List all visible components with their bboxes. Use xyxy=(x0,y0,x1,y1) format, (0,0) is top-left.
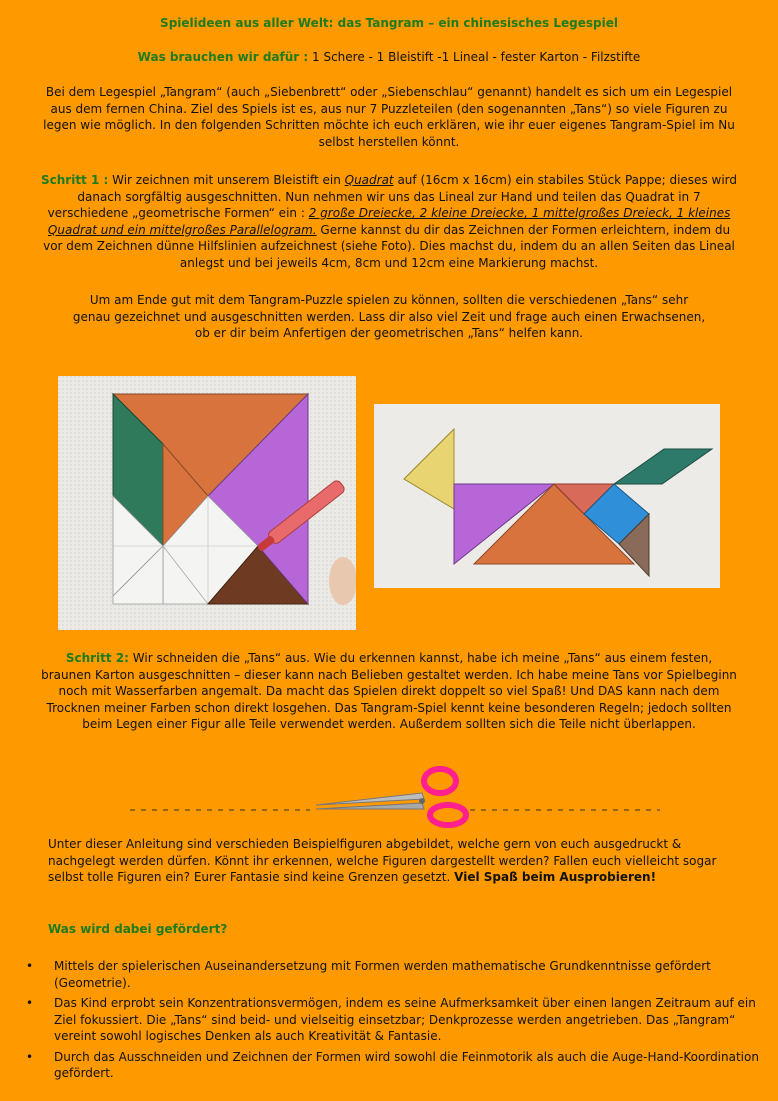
bullet-icon: • xyxy=(26,959,34,973)
tangram-square-illustration xyxy=(58,376,356,630)
step1-paragraph xyxy=(40,172,738,271)
quadrat-link-text: Quadrat xyxy=(344,173,394,187)
list-item xyxy=(20,995,760,1045)
bullet-icon: • xyxy=(26,996,34,1010)
materials-line xyxy=(0,50,778,64)
list-item xyxy=(20,958,760,991)
tangram-figure-illustration xyxy=(374,404,720,588)
outro-paragraph xyxy=(48,836,738,886)
materials-label: Was brauchen wir dafür : xyxy=(137,50,309,64)
tangram-figure-photo xyxy=(374,404,720,588)
step1-label: Schritt 1 : xyxy=(40,173,109,187)
step2-paragraph xyxy=(40,650,738,733)
list-item-text: Mittels der spielerischen Auseinandersetzung mit Formen werden mathematische Grundkenntnisse gefördert (Geometrie). xyxy=(54,959,711,990)
step2-label: Schritt 2: xyxy=(65,651,129,665)
list-item-text: Das Kind erprobt sein Konzentrationsvermögen, indem es seine Aufmerksamkeit über einen langen Zeitraum auf ein Ziel fokussiert. Die „Tans“ sind beid- und vielseitig einsetzbar; Denkprozesse werden angetrieben. Das „Tangram“ vereint sowohl logisches Denken als auch Kreativität & Fantasie. xyxy=(54,996,756,1043)
step2-text: Wir schneiden die „Tans“ aus. Wie du erkennen kannst, habe ich meine „Tans“ aus einem festen, braunen Karton ausgeschnitten – dieser kann nach Belieben gestaltet werden. Ich habe meine Tans vor Spielbeginn noch mit Wasserfarben angemalt. Da macht das Spielen direkt doppelt so viel Spaß! Und DAS kann nach dem Trocknen meiner Farben schon direkt losgehen. Das Tangram-Spiel kennt keine besonderen Regeln; jedoch sollten beim Legen einer Figur alle Teile verwendet werden. Außerdem sollten sich die Teile nicht überlappen. xyxy=(41,651,737,731)
materials-text: 1 Schere - 1 Bleistift -1 Lineal - fester Karton - Filzstifte xyxy=(308,50,641,64)
bullet-icon: • xyxy=(26,1049,34,1064)
shapes-list: 2 große Dreiecke, 2 kleine Dreiecke, 1 mittelgroßes Dreieck, 1 kleines Quadrat und ein mittelgroßes Parallelogram. xyxy=(47,206,731,237)
outro-bold: Viel Spaß beim Ausprobieren! xyxy=(454,870,657,884)
care-paragraph: Um am Ende gut mit dem Tangram-Puzzle spielen zu können, sollten die verschiedenen „Tans“ sehr genau gezeichnet und ausgeschnitten werden. Lass dir also viel Zeit und frage auch einen Erwachsenen, ob er dir beim Anfertigen der geometrischen „Tans“ helfen kann. xyxy=(72,293,706,340)
promoted-list xyxy=(20,958,760,1086)
promoted-heading: Was wird dabei gefördert? xyxy=(48,922,228,936)
step1-text-a: Wir zeichnen mit unserem Bleistift ein xyxy=(108,173,345,187)
step1-text-b: auf (16cm x 16cm) ein stabiles Stück Pappe; dieses wird danach sorgfältig ausgeschnitten. Nun nehmen wir uns das Lineal zur Hand und teilen das Quadrat in 7 verschiedene „geometrische Formen“ ein : xyxy=(47,173,737,220)
outro-text: Unter dieser Anleitung sind verschieden Beispielfiguren abgebildet, welche gern von euch ausgedruckt & nachgelegt werden dürfen. Könnt ihr erkennen, welche Figuren dargestellt werden? Fallen euch vielleicht sogar selbst tolle Figuren ein? Eurer Fantasie sind keine Grenzen gesetzt. xyxy=(48,837,717,884)
intro-paragraph: Bei dem Legespiel „Tangram“ (auch „Siebenbrett“ oder „Siebenschlau“ genannt) handelt es sich um ein Legespiel aus dem fernen China. Ziel des Spiels ist es, aus nur 7 Puzzleteilen (den sogenannten „Tans“) so viele Figuren zu legen wie möglich. In den folgenden Schritten möchte ich euch erklären, wie ihr euer eigenes Tangram-Spiel im Nu selbst herstellen könnt. xyxy=(43,85,735,149)
step1-text-c: Gerne kannst du dir das Zeichnen der Formen erleichtern, indem du vor dem Zeichnen dünne Hilfslinien aufzeichnest (siehe Foto). Dies machst du, indem du an allen Seiten das Lineal anlegst und bei jeweils 4cm, 8cm und 12cm eine Markierung machst. xyxy=(43,222,735,270)
page-title: Spielideen aus aller Welt: das Tangram – ein chinesisches Legespiel xyxy=(160,16,618,30)
list-item xyxy=(20,1049,760,1082)
scissors-icon xyxy=(312,765,472,829)
tangram-square-photo xyxy=(58,376,356,630)
list-item-text: Durch das Ausschneiden und Zeichnen der Formen wird sowohl die Feinmotorik als auch die Auge-Hand-Koordination gefördert. xyxy=(54,1049,759,1080)
